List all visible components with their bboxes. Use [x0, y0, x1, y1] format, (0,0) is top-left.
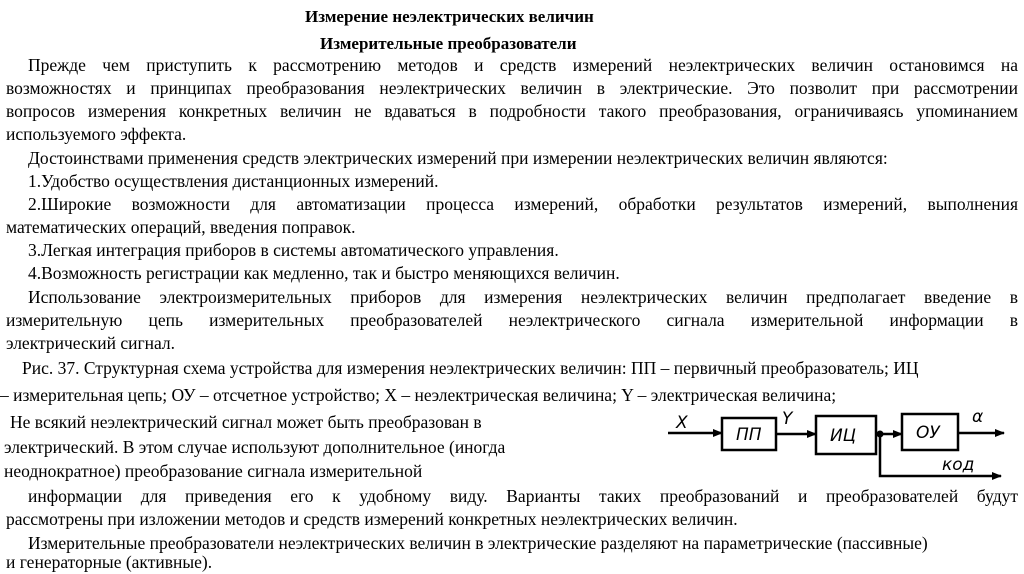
between-label: Y [782, 409, 793, 429]
para1-line-1: Прежде чем приступить к рассмотрению методов и средств измерений неэлектрических величин остановимся на [28, 55, 1018, 75]
para2-line-3: электрический сигнал. [6, 333, 176, 353]
block-diagram [666, 404, 1011, 488]
figure-caption-line-1: Рис. 37. Структурная схема устройства для измерения неэлектрических величин: ПП – первичный преобразователь; ИЦ [22, 358, 919, 378]
block-ou-label: ОУ [916, 423, 940, 443]
advantages-intro: Достоинствами применения средств электрических измерений при измерении неэлектрических величин являются: [28, 148, 888, 168]
advantage-item-4: 4.Возможность регистрации как медленно, так и быстро меняющихся величин. [28, 263, 620, 283]
figure-caption-line-2: – измерительная цепь; ОУ – отсчетное устройство; X – неэлектрическая величина; Y – электрическая величина; [0, 385, 837, 405]
para2-line-1: Использование электроизмерительных приборов для измерения неэлектрических величин предполагает введение в [28, 287, 1018, 307]
branch-label: код [942, 455, 975, 475]
page-title: Измерение неэлектрических величин [305, 7, 594, 26]
block-ic-label: ИЦ [830, 426, 856, 446]
advantage-item-3: 3.Легкая интеграция приборов в системы автоматического управления. [28, 240, 559, 260]
para3-line-3: неоднократное) преобразование сигнала измерительной [4, 461, 423, 481]
advantage-item-2: 2.Широкие возможности для автоматизации процесса измерений, обработки результатов измерений, выполнения [28, 194, 1018, 214]
advantage-item-1: 1.Удобство осуществления дистанционных измерений. [28, 171, 439, 191]
advantage-item-2-cont: математических операций, введения поправок. [6, 217, 356, 237]
para3-line-4: информации для приведения его к удобному виду. Варианты таких преобразований и преобразователей будут [28, 486, 1018, 506]
page-subtitle: Измерительные преобразователи [320, 34, 577, 53]
para3-line-5: рассмотрены при изложении методов и средств измерений конкретных неэлектрических величин. [6, 509, 738, 529]
para2-line-2: измерительную цепь измерительных преобразователей неэлектрического сигнала измерительной информации в [6, 310, 1018, 330]
para1-line-4: используемого эффекта. [6, 124, 187, 144]
para4-line-1: Измерительные преобразователи неэлектрических величин в электрические разделяют на параметрические (пассивные) [28, 533, 928, 553]
input-label: X [676, 413, 688, 433]
branch-line [880, 434, 1001, 476]
block-pp-label: ПП [736, 425, 762, 445]
para1-line-3: вопросов измерения конкретных величин не вдаваться в подробности такого преобразования, ограничиваясь упоминанием [6, 101, 1018, 121]
para4-line-2: и генераторные (активные). [6, 552, 213, 572]
para1-line-2: возможностях и принципах преобразования неэлектрических величин в электрические. Это позволит при рассмотрении [6, 78, 1018, 98]
para3-line-2: электрический. В этом случае используют дополнительное (иногда [4, 437, 506, 457]
output-label: α [972, 407, 984, 427]
para3-line-1: Не всякий неэлектрический сигнал может быть преобразован в [10, 412, 482, 432]
